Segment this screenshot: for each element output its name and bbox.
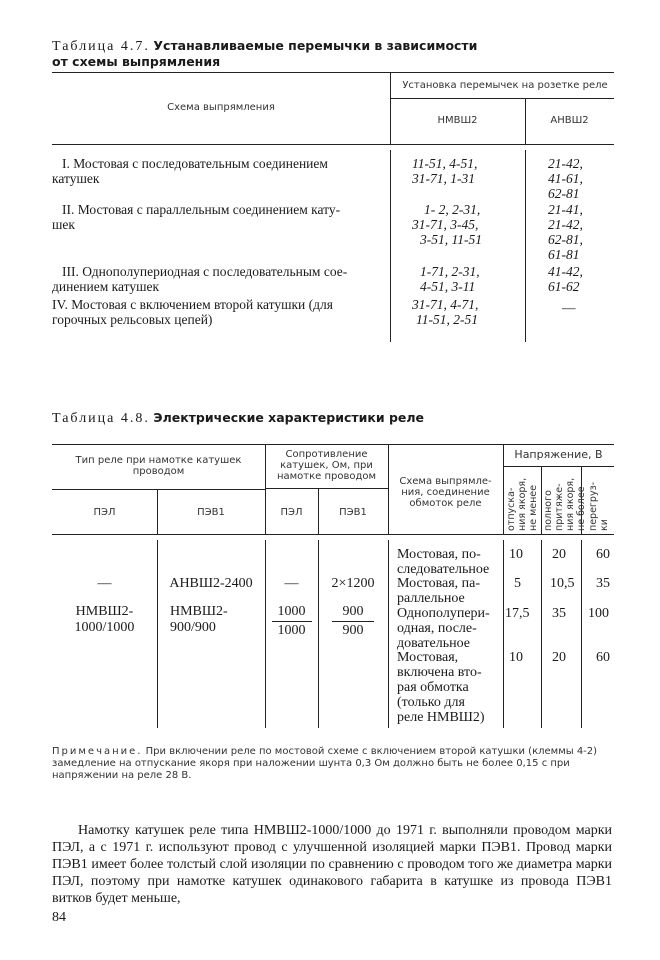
t48-header-scheme-l1: Схема выпрямле- — [399, 476, 492, 487]
t47-row2-anvsh2-l2: 21-42, — [548, 217, 583, 232]
t47-row4-scheme-l1: IV. Мостовая с включением второй катушки (для — [52, 297, 333, 312]
note-label: Примечание. — [52, 746, 143, 757]
t48-res-pel-1: — — [284, 576, 299, 591]
t47-row2-scheme-l1: II. Мостовая с параллельным соединением кату- — [62, 202, 341, 217]
t48-row4-scheme-l2: включена вто- — [397, 665, 482, 680]
t48-header-pel: ПЭЛ — [93, 507, 116, 518]
page-number: 84 — [52, 910, 66, 925]
t47-row4-scheme-l2: горочных рельсовых цепей) — [52, 312, 213, 327]
t48-type-pev1-1: АНВШ2-2400 — [169, 576, 253, 591]
table-4-8-label: Таблица 4.8. — [52, 411, 150, 426]
t48-header-scheme-l3: обмоток реле — [409, 498, 482, 509]
t48-row1-v-over: 60 — [596, 547, 610, 562]
t47-row4-nmvsh2-l1: 31-71, 4-71, — [412, 297, 479, 312]
t48-row4-v-pull: 20 — [552, 650, 566, 665]
t47-row1-anvsh2-l1: 21-42, — [548, 156, 583, 171]
t48-header-scheme-l2: ния, соединение — [401, 487, 490, 498]
t48-row2-v-release: 5 — [514, 576, 521, 591]
t48-row1-v-release: 10 — [509, 547, 523, 562]
t48-type-pel-1: — — [97, 576, 112, 591]
t48-row3-v-over: 100 — [588, 606, 609, 621]
table-4-7-caption — [52, 38, 477, 70]
t47-row1-scheme-l1: I. Мостовая с последовательным соединением — [62, 156, 328, 171]
t47-row3-scheme-l2: динением катушек — [52, 279, 160, 294]
body-paragraph: Намотку катушек реле типа НМВШ2-1000/1000 до 1971 г. выполняли проводом марки ПЭЛ, а с 1971 г. используют провод с улучшенной изоляцией марки ПЭВ1. Провод марки ПЭВ1 имеет более толстый слой изоляции по сравнению с проводом того же диаметра марки ПЭЛ, поэтому при намотке катушек одинакового габарита в катушке из провода ПЭВ1 витков будет меньше, — [52, 823, 612, 906]
t48-header-resistance-l2: катушек, Ом, при — [280, 460, 373, 471]
t47-row3-nmvsh2-l1: 1-71, 2-31, — [420, 264, 480, 279]
note-text: При включении реле по мостовой схеме с включением второй катушки (клеммы 4-2) замедление на отпускание якоря при наложении шунта 0,3 Ом должно быть не более 0,15 с при напряжении на реле 28 В. — [52, 746, 598, 781]
t48-row4-scheme-l5: реле НМВШ2) — [397, 710, 485, 725]
t48-row4-scheme-l4: (только для — [397, 695, 465, 710]
t48-row3-scheme-l3: довательное — [397, 636, 470, 651]
table-4-7-label: Таблица 4.7. — [52, 39, 150, 54]
t48-header-v-pull: полного притяже- ния якоря, не более — [543, 477, 587, 531]
t47-header-group: Установка перемычек на розетке реле — [402, 80, 608, 91]
t47-row2-nmvsh2-l1: 1- 2, 2-31, — [424, 202, 481, 217]
t48-type-pev1-2-l1: НМВШ2- — [170, 604, 228, 619]
t47-row2-scheme-l2: шек — [52, 217, 75, 232]
t48-header-v-over: перегруз- ки — [588, 481, 610, 531]
t48-row4-scheme-l3: рая обмотка — [397, 680, 469, 695]
t48-header-res-pel: ПЭЛ — [280, 507, 303, 518]
t47-row1-scheme-l2: катушек — [52, 171, 100, 186]
t48-row1-scheme-l2: следовательное — [397, 562, 490, 577]
t48-header-v-release: отпуска- ния якоря, не менее — [506, 477, 539, 531]
t47-row3-nmvsh2-l2: 4-51, 3-11 — [420, 279, 476, 294]
t48-res-pel-2b: 1000 — [277, 623, 306, 638]
t47-row2-anvsh2-l1: 21-41, — [548, 202, 583, 217]
table-4-7-title-line2: от схемы выпрямления — [52, 54, 221, 69]
t48-row3-v-release: 17,5 — [505, 606, 530, 621]
t48-header-relay-type-l2: проводом — [132, 466, 185, 477]
t48-header-pev1: ПЭВ1 — [197, 507, 225, 518]
t48-header-relay-type-l1: Тип реле при намотке катушек — [75, 455, 242, 466]
t48-header-resistance-l1: Сопротивление — [285, 449, 368, 460]
table-4-8-caption — [52, 410, 424, 426]
t47-header-scheme: Схема выпрямления — [167, 102, 275, 113]
t47-row2-nmvsh2-l2: 31-71, 3-45, — [412, 217, 479, 232]
t48-type-pev1-2-l2: 900/900 — [170, 620, 216, 635]
t47-row2-anvsh2-l3: 62-81, — [548, 232, 583, 247]
t47-row3-scheme-l1: III. Однополупериодная с последовательным сое- — [62, 264, 348, 279]
t48-row2-scheme-l2: раллельное — [397, 591, 465, 606]
t47-row2-anvsh2-l4: 61-81 — [548, 247, 580, 262]
t48-header-res-pev1: ПЭВ1 — [339, 507, 367, 518]
table-4-7-title-line1: Устанавливаемые перемычки в зависимости — [153, 38, 478, 53]
t47-header-anvsh2: АНВШ2 — [550, 115, 589, 126]
t47-row1-anvsh2-l3: 62-81 — [548, 186, 580, 201]
t47-row3-anvsh2-l1: 41-42, — [548, 264, 583, 279]
t47-header-nmvsh2: НМВШ2 — [437, 115, 478, 126]
t47-row2-nmvsh2-l3: 3-51, 11-51 — [420, 232, 482, 247]
t48-header-resistance-l3: намотке проводом — [276, 471, 377, 482]
table-4-8-title: Электрические характеристики реле — [153, 410, 425, 425]
t47-row1-nmvsh2-l1: 11-51, 4-51, — [412, 156, 478, 171]
t48-res-pev1-2b: 900 — [342, 623, 364, 638]
t48-row4-scheme-l1: Мостовая, — [397, 650, 459, 665]
t48-res-pev1-2a: 900 — [342, 604, 364, 619]
t47-row1-anvsh2-l2: 41-61, — [548, 171, 583, 186]
t48-row1-scheme-l1: Мостовая, по- — [397, 547, 481, 562]
t48-type-pel-2-l1: НМВШ2- — [75, 604, 134, 619]
t48-header-voltage: Напряжение, В — [514, 448, 603, 461]
t48-row3-v-pull: 35 — [552, 606, 566, 621]
t48-row4-v-release: 10 — [509, 650, 523, 665]
t48-row3-scheme-l2: одная, после- — [397, 621, 477, 636]
table-4-8-note — [52, 746, 617, 782]
t47-row4-anvsh2: — — [562, 300, 576, 315]
t48-row2-v-over: 35 — [596, 576, 610, 591]
t48-row1-v-pull: 20 — [552, 547, 566, 562]
t47-row4-nmvsh2-l2: 11-51, 2-51 — [416, 312, 478, 327]
t48-row3-scheme-l1: Однополупери- — [397, 606, 490, 621]
t48-type-pel-2-l2: 1000/1000 — [74, 620, 135, 635]
t47-row3-anvsh2-l2: 61-62 — [548, 279, 580, 294]
t48-res-pel-2a: 1000 — [277, 604, 306, 619]
t47-row1-nmvsh2-l2: 31-71, 1-31 — [412, 171, 475, 186]
t48-row2-scheme-l1: Мостовая, па- — [397, 576, 481, 591]
t48-row4-v-over: 60 — [596, 650, 610, 665]
t48-res-pev1-1: 2×1200 — [331, 576, 375, 591]
t48-row2-v-pull: 10,5 — [550, 576, 575, 591]
